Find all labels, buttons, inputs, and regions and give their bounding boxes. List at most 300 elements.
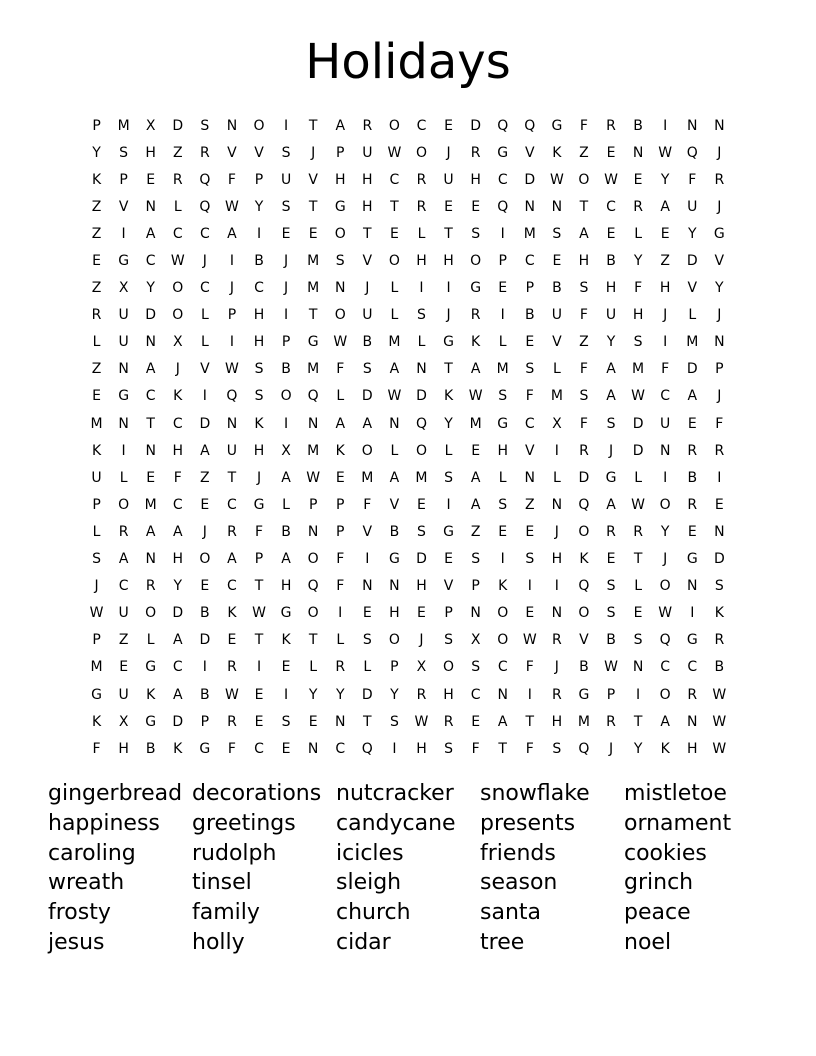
word-item: wreath [48,870,125,896]
grid-letter: T [308,632,318,649]
word-item: friends [480,840,556,866]
grid-letter: I [284,686,289,703]
grid-letter: E [308,713,318,730]
grid-letter: I [500,307,505,324]
grid-letter: A [389,469,400,486]
grid-letter: P [227,307,237,324]
grid-letter: I [500,551,505,568]
grid-letter: W [658,605,673,622]
grid-letter: R [552,632,562,649]
grid-letter: V [200,361,210,378]
grid-letter: Q [361,740,373,757]
grid-letter: M [388,334,401,351]
grid-letter: E [633,605,643,622]
grid-letter: R [552,686,562,703]
grid-letter: E [227,632,237,649]
grid-letter: G [605,469,617,486]
grid-letter: M [307,280,320,297]
grid-letter: I [527,686,532,703]
grid-letter: K [471,334,481,351]
grid-letter: F [336,551,345,568]
grid-letter: Q [199,198,211,215]
word-item: cookies [624,840,707,866]
grid-letter: S [254,388,264,405]
grid-letter: Z [470,523,481,540]
grid-letter: B [254,253,264,270]
grid-row [83,139,733,166]
grid-letter: E [200,578,210,595]
grid-letter: B [200,605,210,622]
word-item: frosty [48,900,111,926]
grid-letter: C [524,253,535,270]
word-item: ornament [624,810,732,836]
grid-letter: T [633,551,643,568]
grid-letter: O [659,578,671,595]
grid-letter: R [416,198,427,215]
grid-letter: N [226,117,238,134]
grid-letter: T [579,198,589,215]
grid-letter: S [552,740,562,757]
grid-letter: J [608,442,614,459]
grid-row [83,302,733,329]
grid-letter: K [498,578,508,595]
grid-letter: E [714,496,724,513]
grid-letter: L [498,334,507,351]
grid-letter: H [416,578,427,595]
grid-letter: M [361,469,374,486]
grid-letter: P [119,171,128,188]
grid-letter: O [307,551,319,568]
grid-letter: S [498,388,508,405]
grid-letter: N [714,334,725,351]
grid-letter: C [227,496,237,513]
grid-letter: E [444,198,453,215]
letter-grid [83,112,733,762]
grid-letter: H [389,605,400,622]
grid-letter: E [281,740,291,757]
grid-letter: D [416,388,427,405]
grid-letter: V [118,198,129,215]
grid-letter: P [336,523,345,540]
grid-letter: G [551,117,563,134]
grid-letter: S [714,578,724,595]
grid-letter: N [335,713,346,730]
grid-letter: A [227,225,237,242]
grid-letter: C [416,117,427,134]
grid-letter: W [252,605,266,622]
word-item: happiness [48,810,160,836]
grid-letter: P [336,496,345,513]
grid-letter: A [335,117,346,134]
grid-letter: H [253,307,265,324]
grid-letter: B [579,659,589,676]
grid-letter: G [145,659,157,676]
grid-letter: V [525,442,535,459]
grid-letter: Z [579,334,589,351]
grid-letter: L [634,225,642,242]
grid-letter: O [118,496,130,513]
word-item: greetings [192,810,296,836]
grid-letter: H [253,334,265,351]
grid-letter: P [281,334,291,351]
grid-letter: J [717,144,722,161]
grid-letter: L [146,632,155,649]
grid-letter: Y [146,280,155,297]
grid-letter: N [226,415,238,432]
grid-letter: E [606,144,616,161]
grid-letter: R [91,307,102,324]
grid-letter: C [172,415,183,432]
grid-letter: C [660,388,671,405]
grid-letter: O [388,253,400,270]
grid-letter: U [91,469,102,486]
grid-letter: D [578,469,590,486]
grid-letter: E [362,605,372,622]
grid-letter: W [225,361,239,378]
grid-letter: T [363,713,372,730]
grid-letter: S [444,740,453,757]
grid-letter: H [145,144,156,161]
word-item: caroling [48,840,136,866]
grid-letter: A [606,388,616,405]
grid-letter: B [281,361,291,378]
grid-letter: S [579,388,589,405]
grid-letter: A [687,388,698,405]
grid-letter: A [606,496,616,513]
grid-letter: N [307,523,319,540]
grid-letter: I [527,578,532,595]
grid-letter: Q [307,388,319,405]
grid-letter: E [308,225,318,242]
grid-letter: S [579,280,589,297]
grid-letter: D [172,605,184,622]
grid-letter: O [497,632,509,649]
grid-row [83,383,733,410]
grid-letter: D [524,171,536,188]
grid-letter: A [172,686,183,703]
grid-letter: N [687,713,698,730]
grid-letter: O [659,496,671,513]
grid-letter: W [225,198,239,215]
grid-letter: L [417,225,426,242]
grid-letter: J [311,144,316,161]
grid-letter: I [663,334,668,351]
grid-letter: L [92,334,101,351]
grid-letter: E [525,334,535,351]
grid-letter: U [118,605,129,622]
grid-letter: I [446,496,451,513]
grid-letter: P [715,361,724,378]
grid-letter: G [686,632,698,649]
grid-letter: F [363,496,372,513]
grid-letter: J [446,307,451,324]
grid-letter: Z [579,144,589,161]
grid-letter: Y [335,686,345,703]
grid-letter: Y [660,171,670,188]
grid-letter: U [605,307,617,324]
grid-letter: E [92,388,101,405]
grid-letter: P [254,171,264,188]
grid-letter: A [145,225,156,242]
grid-letter: P [92,632,101,649]
grid-letter: W [631,496,646,513]
grid-letter: I [202,659,207,676]
grid-letter: I [365,551,370,568]
grid-letter: O [388,117,400,134]
grid-letter: C [470,686,481,703]
grid-letter: A [335,415,346,432]
grid-letter: J [284,280,289,297]
grid-letter: C [118,578,129,595]
grid-letter: Y [687,225,697,242]
grid-row [83,247,733,274]
grid-letter: J [554,659,559,676]
grid-letter: O [307,605,319,622]
grid-row [83,166,733,193]
grid-letter: C [145,253,156,270]
grid-letter: N [632,144,644,161]
grid-letter: C [199,280,210,297]
grid-letter: V [389,496,400,513]
grid-letter: H [551,551,563,568]
grid-letter: I [121,442,126,459]
grid-letter: P [336,144,345,161]
grid-letter: H [280,578,292,595]
grid-letter: G [686,551,698,568]
grid-letter: L [498,469,507,486]
grid-letter: E [254,686,264,703]
grid-letter: F [634,280,643,297]
grid-letter: F [336,361,345,378]
grid-letter: E [525,523,535,540]
grid-letter: R [335,659,346,676]
word-item: sleigh [336,870,402,896]
grid-letter: M [307,442,320,459]
grid-letter: T [254,632,264,649]
grid-letter: O [280,388,292,405]
grid-letter: E [471,713,481,730]
grid-letter: H [551,713,563,730]
grid-letter: T [633,713,643,730]
grid-letter: H [172,551,184,568]
grid-letter: V [308,171,318,188]
grid-letter: A [145,523,156,540]
grid-letter: J [202,523,207,540]
page-title: Holidays [305,34,511,90]
grid-letter: W [170,253,185,270]
grid-letter: G [253,496,265,513]
grid-letter: W [468,388,483,405]
grid-letter: L [552,469,561,486]
grid-letter: S [362,361,372,378]
grid-letter: I [663,117,668,134]
grid-letter: I [663,469,668,486]
grid-letter: I [284,117,289,134]
grid-letter: E [146,469,156,486]
grid-letter: F [92,740,101,757]
grid-letter: M [415,469,428,486]
grid-letter: L [417,334,426,351]
grid-letter: S [92,551,101,568]
grid-letter: E [444,551,453,568]
grid-letter: I [554,578,559,595]
grid-letter: R [443,713,454,730]
grid-letter: F [661,361,670,378]
grid-letter: L [390,280,399,297]
grid-letter: A [362,415,373,432]
grid-letter: C [145,388,156,405]
grid-letter: P [525,280,535,297]
grid-letter: O [443,659,455,676]
grid-letter: P [92,117,101,134]
grid-letter: O [172,307,184,324]
grid-letter: D [713,551,725,568]
grid-letter: S [633,334,643,351]
grid-letter: R [606,713,616,730]
grid-letter: H [362,198,373,215]
grid-letter: T [146,415,155,432]
grid-letter: N [145,198,156,215]
grid-letter: L [92,523,101,540]
grid-letter: W [387,388,402,405]
grid-letter: I [284,415,289,432]
grid-letter: G [280,605,292,622]
grid-letter: H [443,253,454,270]
grid-letter: G [118,388,130,405]
grid-letter: P [471,578,480,595]
grid-letter: S [552,225,562,242]
grid-letter: N [524,198,536,215]
grid-letter: E [552,253,562,270]
grid-letter: G [118,253,130,270]
grid-letter: B [524,307,535,324]
grid-letter: P [200,713,210,730]
grid-letter: E [633,171,643,188]
grid-letter: K [335,442,345,459]
grid-letter: Y [660,523,670,540]
grid-letter: M [523,225,536,242]
grid-letter: U [687,198,698,215]
grid-letter: H [470,171,481,188]
grid-letter: J [202,253,207,270]
grid-letter: A [660,198,670,215]
grid-letter: H [362,171,373,188]
grid-letter: K [579,551,589,568]
grid-letter: K [173,740,183,757]
grid-letter: O [334,307,346,324]
grid-letter: H [632,307,644,324]
grid-letter: N [551,496,563,513]
grid-letter: C [606,198,616,215]
grid-letter: L [688,307,697,324]
grid-letter: R [227,523,237,540]
grid-row [83,627,733,654]
grid-letter: A [497,713,508,730]
grid-letter: M [469,415,482,432]
grid-letter: S [471,551,481,568]
grid-letter: O [172,280,184,297]
grid-letter: A [172,523,183,540]
grid-letter: B [687,469,698,486]
grid-letter: P [254,551,264,568]
grid-row [83,681,733,708]
grid-letter: O [145,605,157,622]
grid-letter: F [579,307,588,324]
grid-letter: E [254,713,264,730]
grid-letter: A [606,361,616,378]
grid-letter: A [470,496,481,513]
grid-letter: Z [91,225,102,242]
grid-letter: V [362,253,373,270]
grid-letter: J [94,578,99,595]
grid-letter: B [633,117,643,134]
grid-letter: B [606,253,616,270]
grid-letter: L [173,198,182,215]
grid-letter: S [417,523,426,540]
grid-letter: M [632,361,645,378]
grid-row [83,491,733,518]
grid-letter: Z [118,632,129,649]
grid-letter: Y [173,578,183,595]
grid-letter: S [389,713,399,730]
grid-letter: W [712,713,727,730]
grid-letter: H [659,280,671,297]
grid-letter: R [687,442,698,459]
grid-letter: D [470,117,482,134]
grid-letter: N [687,578,698,595]
grid-letter: N [714,523,725,540]
grid-letter: S [417,307,426,324]
word-item: rudolph [192,840,277,866]
grid-letter: D [172,117,184,134]
grid-letter: R [633,523,643,540]
grid-letter: B [389,523,400,540]
grid-letter: Y [715,280,724,297]
grid-letter: A [281,469,291,486]
word-item: snowflake [480,781,590,806]
grid-letter: K [281,632,291,649]
grid-letter: F [688,171,697,188]
grid-letter: E [687,523,697,540]
grid-letter: S [606,605,616,622]
grid-letter: J [663,307,668,324]
grid-letter: Y [308,686,318,703]
grid-letter: G [443,334,454,351]
grid-letter: K [660,740,670,757]
grid-letter: S [525,551,535,568]
word-item: tinsel [192,870,252,896]
grid-letter: T [308,198,318,215]
grid-letter: N [389,578,400,595]
grid-letter: H [578,253,590,270]
word-item: holly [192,929,245,955]
grid-row [83,112,733,139]
grid-letter: U [660,415,671,432]
grid-letter: L [634,578,642,595]
word-item: jesus [48,929,105,955]
grid-letter: A [145,361,156,378]
grid-letter: N [307,740,319,757]
grid-letter: W [549,171,564,188]
grid-letter: X [118,280,129,297]
grid-letter: P [444,605,453,622]
grid-letter: G [388,551,400,568]
grid-letter: N [145,551,156,568]
grid-letter: Q [686,144,698,161]
grid-letter: A [200,442,210,459]
grid-letter: A [389,361,400,378]
grid-letter: E [660,225,670,242]
